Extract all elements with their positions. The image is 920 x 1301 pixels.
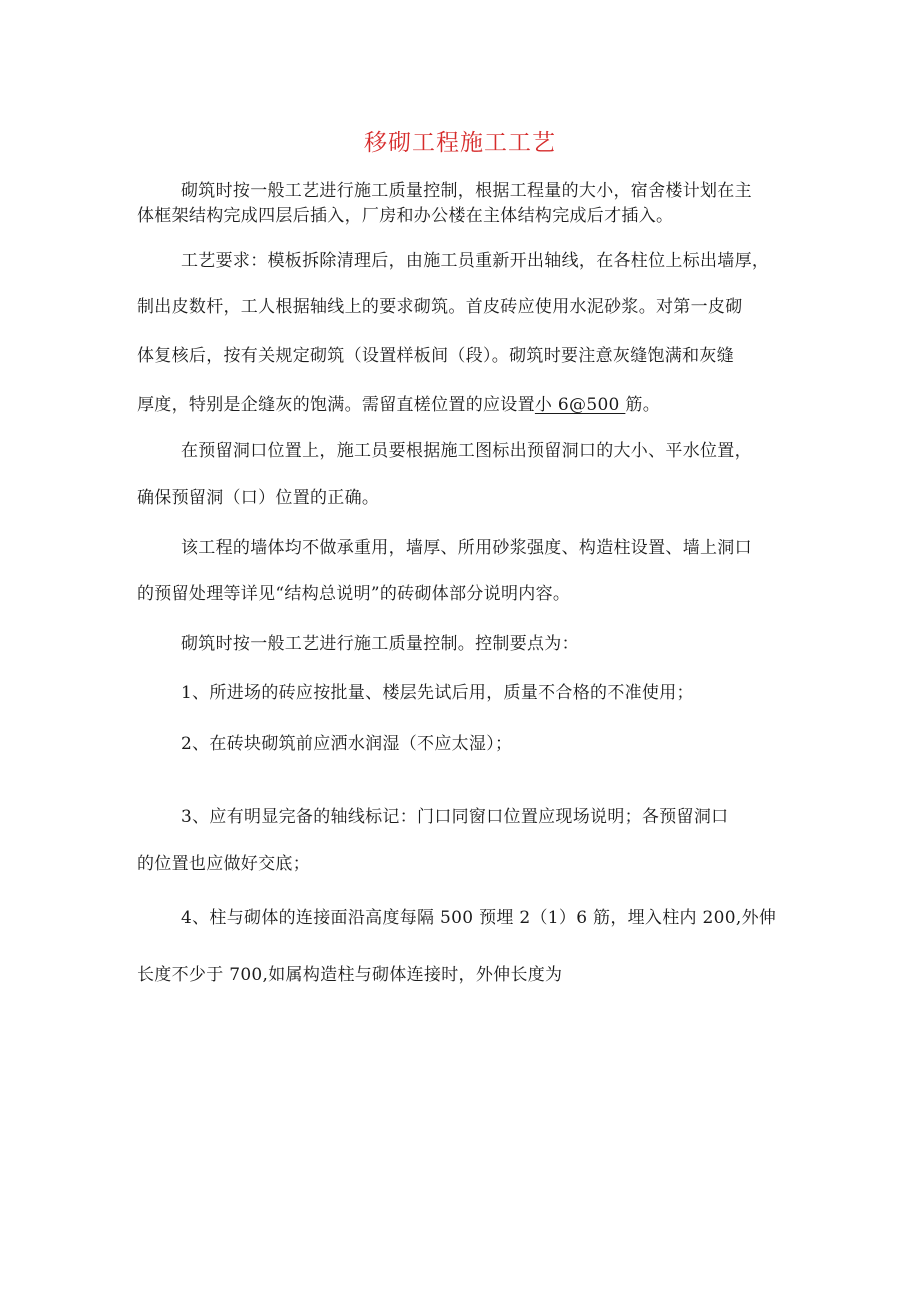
paragraph-2-line-4-end: 筋。 bbox=[625, 395, 660, 415]
paragraph-2-line-1: 工艺要求：模板拆除清理后，由施工员重新开出轴线，在各柱位上标出墙厚， bbox=[181, 251, 770, 271]
list-item-2: 2、在砖块砌筑前应洒水润湿（不应太湿）； bbox=[181, 734, 513, 754]
paragraph-1-line-2: 体框架结构完成四层后插入，厂房和办公楼在主体结构完成后才插入。 bbox=[137, 206, 674, 226]
list-item-3-line-1: 3、应有明显完备的轴线标记：门口同窗口位置应现场说明；各预留洞口 bbox=[181, 807, 729, 827]
paragraph-2-line-4 bbox=[137, 394, 660, 416]
paragraph-3-line-2: 确保预留洞（口）位置的正确。 bbox=[137, 488, 380, 508]
paragraph-3-line-1: 在预留洞口位置上，施工员要根据施工图标出预留洞口的大小、平水位置， bbox=[181, 441, 752, 461]
paragraph-2-line-3: 体复核后，按有关规定砌筑（设置样板间（段）。砌筑时要注意灰缝饱满和灰缝 bbox=[137, 346, 734, 366]
paragraph-2-line-4-text: 厚度，特别是企缝灰的饱满。需留直槎位置的应设置 bbox=[137, 395, 535, 415]
list-item-1: 1、所进场的砖应按批量、楼层先试后用，质量不合格的不准使用； bbox=[181, 683, 694, 703]
list-item-4-line-1: 4、柱与砌体的连接面沿高度每隔 500 预埋 2（1）6 筋，埋入柱内 200,外伸 bbox=[181, 908, 777, 928]
paragraph-4-line-2: 的预留处理等详见“结构总说明”的砖砌体部分说明内容。 bbox=[137, 584, 571, 604]
list-item-4-line-2: 长度不少于 700,如属构造柱与砌体连接时，外伸长度为 bbox=[137, 965, 563, 985]
document-title: 移砌工程施工工艺 bbox=[364, 130, 556, 156]
paragraph-1-line-1: 砌筑时按一般工艺进行施工质量控制，根据工程量的大小，宿舍楼计划在主 bbox=[181, 181, 752, 201]
paragraph-2-line-2: 制出皮数杆，工人根据轴线上的要求砌筑。首皮砖应使用水泥砂浆。对第一皮砌 bbox=[137, 297, 743, 317]
paragraph-4-line-1: 该工程的墙体均不做承重用，墙厚、所用砂浆强度、构造柱设置、墙上洞口 bbox=[181, 538, 752, 558]
rebar-spec-underlined: 小 6@500 bbox=[534, 395, 626, 415]
paragraph-5-line-1: 砌筑时按一般工艺进行施工质量控制。控制要点为： bbox=[181, 634, 579, 654]
list-item-3-line-2: 的位置也应做好交底； bbox=[137, 854, 310, 874]
